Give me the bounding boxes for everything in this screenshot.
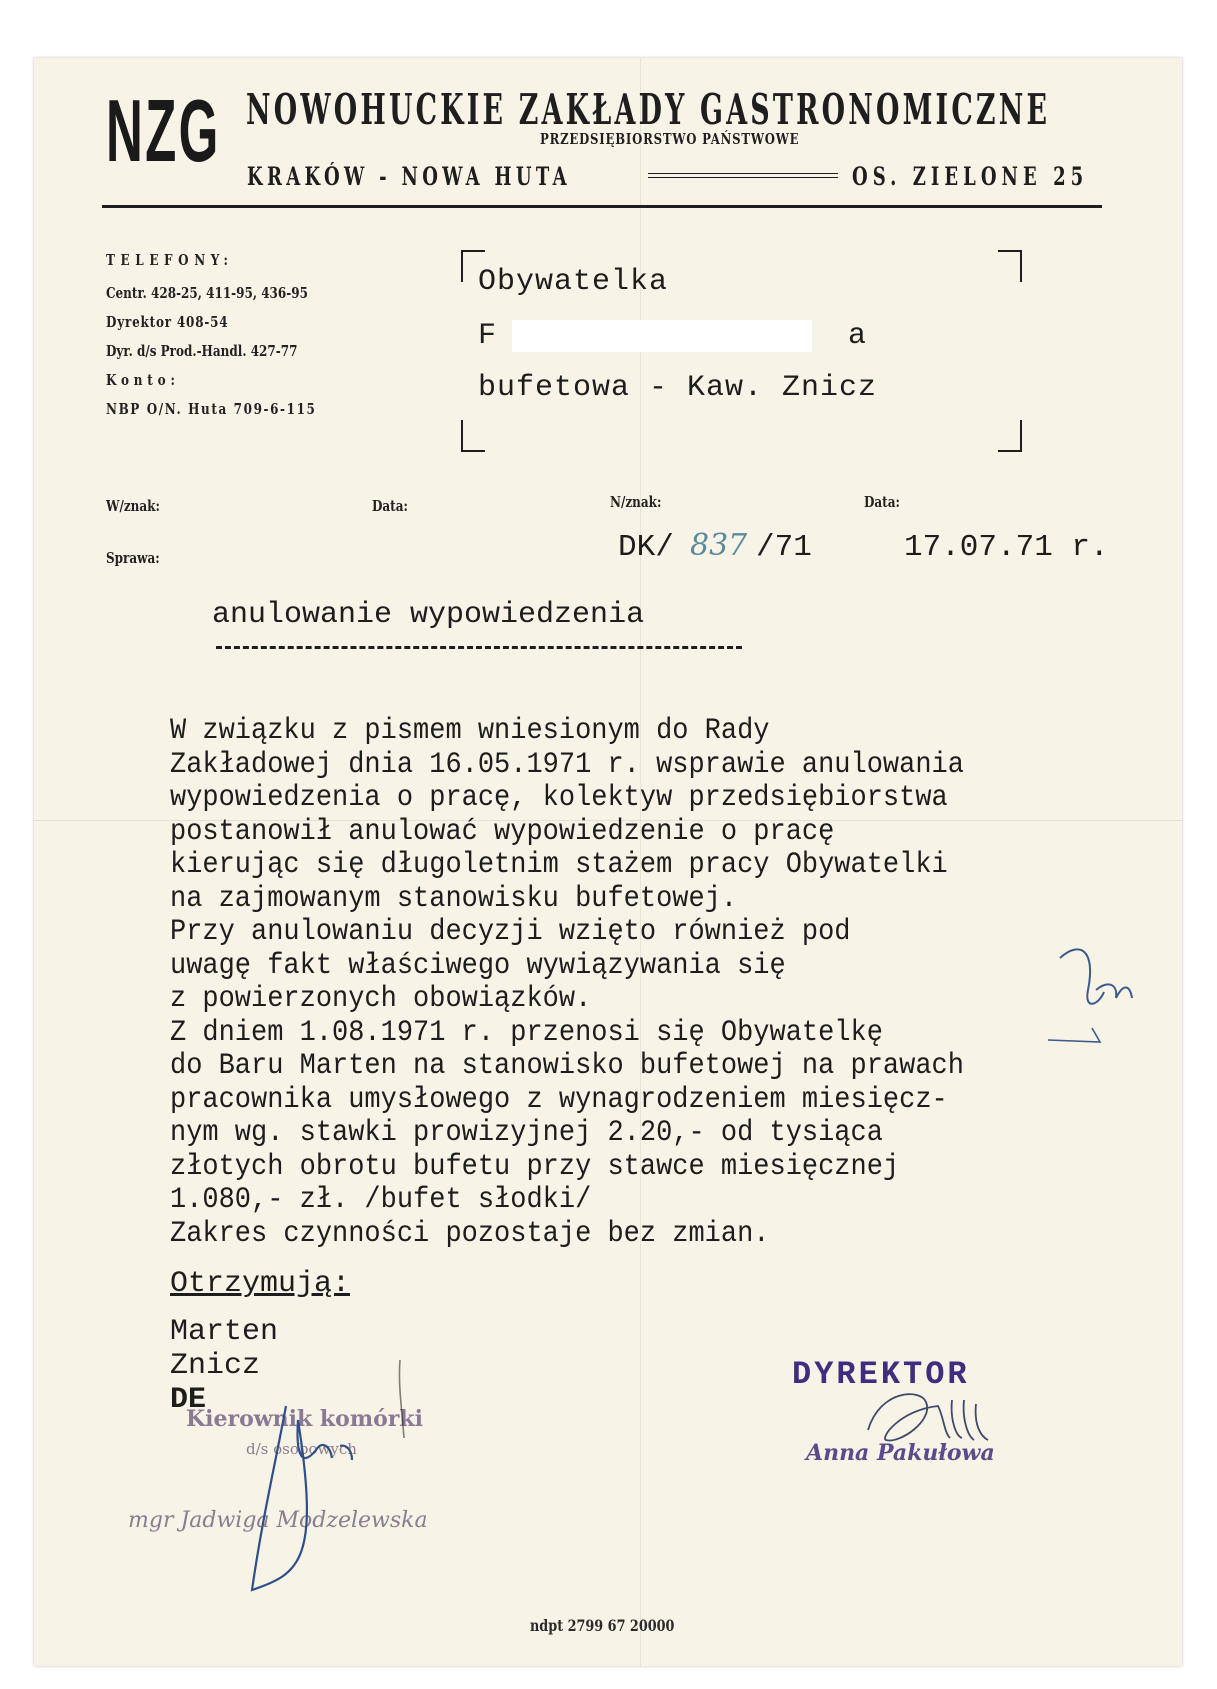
sprawa-label: Sprawa: [106, 549, 160, 567]
body-line: Zakładowej dnia 16.05.1971 r. wsprawie anulowania [170, 748, 964, 782]
account-label: Konto: [106, 371, 180, 389]
recipient-line3: bufetowa - Kaw. Znicz [478, 371, 878, 405]
phone-director: Dyrektor 408-54 [106, 313, 229, 331]
body-line: W związku z pismem wniesionym do Rady [170, 714, 770, 748]
data1-label: Data: [372, 497, 408, 515]
body-line: postanowił anulować wypowiedzenie o pracę [170, 815, 835, 849]
margin-initials-signature [1060, 949, 1132, 1003]
company-street: OS. ZIELONE 25 [852, 162, 1089, 191]
stamp-right-title: DYREKTOR [792, 1356, 970, 1393]
body-line: Przy anulowaniu decyzji wzięto również pod [170, 915, 851, 949]
stamp-left-name: mgr Jadwiga Modzelewska [128, 1508, 428, 1533]
body-line: kierując się długoletnim stażem pracy Obywatelki [170, 848, 948, 882]
printer-code: ndpt 2799 67 20000 [530, 1616, 675, 1635]
director-signature [868, 1394, 988, 1440]
nznak-suffix: /71 [756, 530, 812, 565]
recipient-item: Marten [170, 1315, 279, 1349]
phone-central: Centr. 428-25, 411-95, 436-95 [106, 284, 308, 302]
data2-label: Data: [864, 493, 900, 511]
nznak-prefix: DK/ [618, 530, 674, 565]
company-name: NOWOHUCKIE ZAKŁADY GASTRONOMICZNE [246, 85, 1051, 134]
stamp-left-subtitle: d/s osobowych [246, 1440, 357, 1458]
body-line: do Baru Marten na stanowisko bufetowej na prawach [170, 1049, 964, 1083]
body-line: na zajmowanym stanowisku bufetowej. [170, 882, 738, 916]
enterprise-type: PRZEDSIĘBIORSTWO PAŃSTWOWE [540, 130, 800, 148]
recipients-label: Otrzymują: [170, 1267, 351, 1301]
letter-date: 17.07.71 r. [904, 530, 1109, 565]
body-line: uwagę fakt właściwego wywiązywania się [170, 949, 786, 983]
bank-account: NBP O/N. Huta 709-6-115 [106, 400, 317, 418]
recipient-line1: Obywatelka [478, 265, 669, 299]
personnel-manager-signature [252, 1406, 352, 1590]
body-line: wypowiedzenia o pracę, kolektyw przedsiębiorstwa [170, 781, 948, 815]
body-line: Zakres czynności pozostaje bez zmian. [170, 1217, 770, 1251]
contacts-title: TELEFONY: [106, 251, 234, 269]
recipient-name-prefix: F [478, 319, 497, 353]
body-line: z powierzonych obowiązków. [170, 982, 592, 1016]
body-line: złotych obrotu bufetu przy stawce miesięcznej [170, 1150, 900, 1184]
recipient-name-suffix: a [848, 319, 867, 353]
company-city: KRAKÓW - NOWA HUTA [247, 162, 571, 191]
stamp-left-title: Kierownik komórki [186, 1406, 423, 1432]
nznak-label: N/znak: [610, 493, 662, 511]
nznak-handwritten: 837 [690, 528, 748, 563]
stamp-right-name: Anna Pakułowa [806, 1440, 995, 1466]
margin-arrow-mark [1048, 1028, 1100, 1042]
body-line: nym wg. stawki prowizyjnej 2.20,- od tysiąca [170, 1116, 883, 1150]
wznak-label: W/znak: [106, 497, 160, 515]
company-logo: NZG [106, 81, 221, 180]
body-line: Z dniem 1.08.1971 r. przenosi się Obywatelkę [170, 1016, 883, 1050]
recipient-item: Znicz [170, 1349, 261, 1383]
phone-production: Dyr. d/s Prod.-Handl. 427-77 [106, 342, 298, 360]
body-line: pracownika umysłowego z wynagrodzeniem miesięcz- [170, 1083, 948, 1117]
recipient-item: DE [170, 1383, 207, 1417]
body-line: 1.080,- zł. /bufet słodki/ [170, 1183, 592, 1217]
subject-line: anulowanie wypowiedzenia [212, 598, 645, 632]
